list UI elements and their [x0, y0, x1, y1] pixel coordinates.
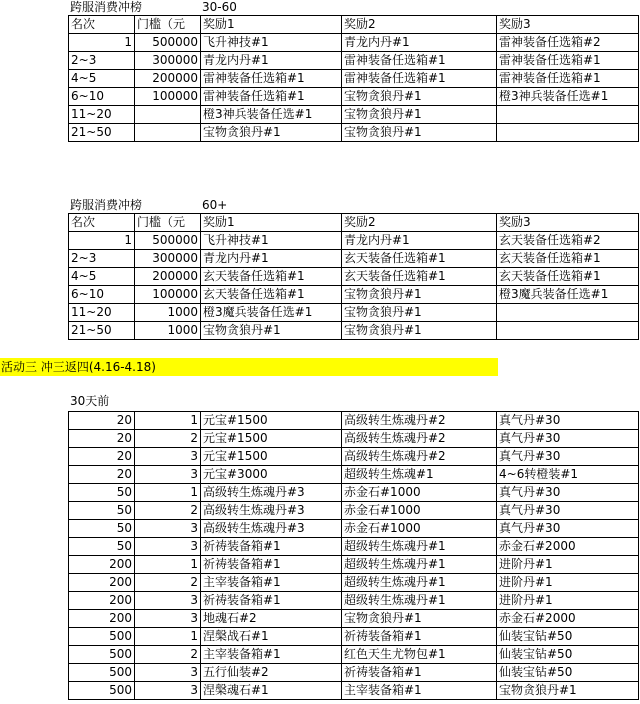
- table-cell: 雷神装备任选箱#1: [342, 70, 497, 88]
- table-cell: 元宝#1500: [201, 448, 342, 466]
- table-cell: 4~6转橙装#1: [497, 466, 639, 484]
- table-cell: 超级转生炼魂丹#1: [342, 556, 497, 574]
- table-cell: 1: [135, 628, 201, 646]
- table-cell: 青龙内丹#1: [342, 232, 497, 250]
- table-cell: 赤金石#2000: [497, 610, 639, 628]
- table-cell: 真气丹#30: [497, 502, 639, 520]
- table-cell: 20: [69, 412, 135, 430]
- table-cell: 高级转生炼魂丹#2: [342, 412, 497, 430]
- table-cell: 1000: [135, 304, 201, 322]
- table-cell: 2: [135, 502, 201, 520]
- table-cell: 祈祷装备箱#1: [201, 556, 342, 574]
- table-row: [69, 430, 639, 448]
- section2-table: [68, 213, 639, 340]
- table-cell: 高级转生炼魂丹#2: [342, 448, 497, 466]
- table-row: [69, 556, 639, 574]
- activity3-subtitle: 30天前: [70, 394, 110, 408]
- table-row: [69, 592, 639, 610]
- table-cell: 仙装宝钻#50: [497, 628, 639, 646]
- table-cell: 超级转生炼魂丹#1: [342, 574, 497, 592]
- section1-title: 跨服消费冲榜: [70, 0, 143, 14]
- table-cell: 11~20: [69, 106, 135, 124]
- table-cell: 高级转生炼魂丹#3: [201, 484, 342, 502]
- table-cell: [497, 106, 639, 124]
- header-cell: 名次: [69, 16, 135, 34]
- table-row: [69, 70, 639, 88]
- table-cell: 3: [135, 466, 201, 484]
- table-cell: 500000: [135, 232, 201, 250]
- table-row: [69, 520, 639, 538]
- table-cell: [135, 124, 201, 142]
- table-cell: 21~50: [69, 322, 135, 340]
- section2-title: 跨服消费冲榜: [70, 198, 143, 212]
- table-cell: 祈祷装备箱#1: [201, 538, 342, 556]
- table-row: [69, 538, 639, 556]
- table-cell: 仙装宝钻#50: [497, 664, 639, 682]
- table-row: [69, 412, 639, 430]
- table-cell: 高级转生炼魂丹#3: [201, 502, 342, 520]
- table-cell: 200: [69, 592, 135, 610]
- table-cell: 3: [135, 520, 201, 538]
- table-cell: [135, 106, 201, 124]
- table-row: [69, 52, 639, 70]
- table-cell: 青龙内丹#1: [342, 34, 497, 52]
- table-cell: 6~10: [69, 88, 135, 106]
- header-cell: 奖励1: [201, 16, 342, 34]
- header-cell: 门槛（元: [135, 214, 201, 232]
- table-row: [69, 664, 639, 682]
- section2-range: 60+: [202, 198, 228, 212]
- table-cell: 宝物贪狼丹#1: [342, 88, 497, 106]
- table-cell: 真气丹#30: [497, 412, 639, 430]
- table-cell: 1: [135, 484, 201, 502]
- table-cell: 进阶丹#1: [497, 556, 639, 574]
- table-row: [69, 304, 639, 322]
- table-cell: 玄天装备任选箱#1: [342, 268, 497, 286]
- table-cell: 涅槃战石#1: [201, 628, 342, 646]
- table-cell: 3: [135, 682, 201, 700]
- table-cell: 飞升神技#1: [201, 232, 342, 250]
- table-row: [69, 232, 639, 250]
- table-row: [69, 250, 639, 268]
- table-cell: 宝物贪狼丹#1: [342, 610, 497, 628]
- table-cell: 3: [135, 538, 201, 556]
- table-cell: 真气丹#30: [497, 520, 639, 538]
- table-cell: 雷神装备任选箱#1: [201, 70, 342, 88]
- table-cell: 500: [69, 682, 135, 700]
- table-cell: 宝物贪狼丹#1: [342, 286, 497, 304]
- table-cell: 300000: [135, 250, 201, 268]
- table-cell: 五行仙装#2: [201, 664, 342, 682]
- table-row: [69, 268, 639, 286]
- table-cell: 祈祷装备箱#1: [201, 592, 342, 610]
- table-cell: 20: [69, 430, 135, 448]
- table-cell: 50: [69, 502, 135, 520]
- activity3-table: [68, 411, 639, 700]
- table-row: [69, 34, 639, 52]
- table-row: [69, 88, 639, 106]
- table-cell: 超级转生炼魂#1: [342, 466, 497, 484]
- table-cell: 300000: [135, 52, 201, 70]
- header-cell: 奖励2: [342, 214, 497, 232]
- header-cell: 名次: [69, 214, 135, 232]
- table-cell: 超级转生炼魂丹#1: [342, 538, 497, 556]
- table-cell: 涅槃魂石#1: [201, 682, 342, 700]
- table-cell: 雷神装备任选箱#2: [497, 34, 639, 52]
- table-cell: [497, 304, 639, 322]
- table-cell: 500: [69, 646, 135, 664]
- table-row: [69, 124, 639, 142]
- table-cell: 50: [69, 538, 135, 556]
- table-cell: 橙3魔兵装备任选#1: [497, 286, 639, 304]
- table-row: [69, 646, 639, 664]
- table-row: [69, 574, 639, 592]
- table-cell: 2~3: [69, 52, 135, 70]
- table-cell: 青龙内丹#1: [201, 250, 342, 268]
- table-row: [69, 448, 639, 466]
- table-cell: [497, 124, 639, 142]
- table-cell: 玄天装备任选箱#1: [342, 250, 497, 268]
- table-cell: 2: [135, 574, 201, 592]
- table-cell: 橙3神兵装备任选#1: [497, 88, 639, 106]
- table-cell: 2: [135, 430, 201, 448]
- header-row: [69, 214, 639, 232]
- table-cell: 500: [69, 628, 135, 646]
- table-row: [69, 106, 639, 124]
- header-cell: 奖励2: [342, 16, 497, 34]
- header-cell: 奖励1: [201, 214, 342, 232]
- table-cell: 高级转生炼魂丹#2: [342, 430, 497, 448]
- table-cell: 进阶丹#1: [497, 574, 639, 592]
- table-cell: 4~5: [69, 268, 135, 286]
- table-cell: 500: [69, 664, 135, 682]
- table-cell: 赤金石#1000: [342, 484, 497, 502]
- table-cell: 3: [135, 448, 201, 466]
- header-row: [69, 16, 639, 34]
- table-cell: [497, 322, 639, 340]
- table-cell: 2: [135, 646, 201, 664]
- table-cell: 宝物贪狼丹#1: [342, 322, 497, 340]
- table-cell: 3: [135, 664, 201, 682]
- table-cell: 1000: [135, 322, 201, 340]
- table-cell: 元宝#3000: [201, 466, 342, 484]
- table-cell: 100000: [135, 286, 201, 304]
- table-row: [69, 286, 639, 304]
- table-cell: 宝物贪狼丹#1: [201, 322, 342, 340]
- table-cell: 玄天装备任选箱#1: [201, 286, 342, 304]
- table-cell: 宝物贪狼丹#1: [497, 682, 639, 700]
- table-cell: 飞升神技#1: [201, 34, 342, 52]
- table-cell: 雷神装备任选箱#1: [497, 52, 639, 70]
- table-cell: 主宰装备箱#1: [201, 574, 342, 592]
- activity3-banner: 活动三 冲三返四(4.16-4.18): [0, 358, 498, 376]
- table-cell: 3: [135, 610, 201, 628]
- table-cell: 200: [69, 610, 135, 628]
- table-cell: 玄天装备任选箱#2: [497, 232, 639, 250]
- header-cell: 门槛（元: [135, 16, 201, 34]
- table-cell: 200000: [135, 268, 201, 286]
- table-cell: 21~50: [69, 124, 135, 142]
- table-cell: 11~20: [69, 304, 135, 322]
- table-cell: 200: [69, 556, 135, 574]
- table-cell: 宝物贪狼丹#1: [342, 124, 497, 142]
- table-cell: 雷神装备任选箱#1: [342, 52, 497, 70]
- table-cell: 赤金石#1000: [342, 502, 497, 520]
- table-cell: 仙装宝钻#50: [497, 646, 639, 664]
- table-cell: 4~5: [69, 70, 135, 88]
- table-cell: 真气丹#30: [497, 448, 639, 466]
- table-cell: 6~10: [69, 286, 135, 304]
- table-cell: 元宝#1500: [201, 412, 342, 430]
- table-cell: 宝物贪狼丹#1: [342, 106, 497, 124]
- table-cell: 20: [69, 448, 135, 466]
- table-cell: 真气丹#30: [497, 430, 639, 448]
- table-cell: 橙3神兵装备任选#1: [201, 106, 342, 124]
- table-cell: 500000: [135, 34, 201, 52]
- table-cell: 200: [69, 574, 135, 592]
- table-cell: 真气丹#30: [497, 484, 639, 502]
- table-cell: 祈祷装备箱#1: [342, 628, 497, 646]
- table-cell: 红色天生尤物包#1: [342, 646, 497, 664]
- table-cell: 玄天装备任选箱#1: [497, 268, 639, 286]
- table-row: [69, 466, 639, 484]
- table-cell: 雷神装备任选箱#1: [497, 70, 639, 88]
- table-cell: 橙3魔兵装备任选#1: [201, 304, 342, 322]
- table-row: [69, 610, 639, 628]
- table-cell: 玄天装备任选箱#1: [201, 268, 342, 286]
- table-cell: 主宰装备箱#1: [342, 682, 497, 700]
- section1-range: 30-60: [202, 0, 237, 14]
- table-row: [69, 682, 639, 700]
- table-cell: 宝物贪狼丹#1: [342, 304, 497, 322]
- table-cell: 雷神装备任选箱#1: [201, 88, 342, 106]
- table-cell: 1: [135, 556, 201, 574]
- header-cell: 奖励3: [497, 16, 639, 34]
- table-cell: 地魂石#2: [201, 610, 342, 628]
- section1-table: [68, 15, 639, 142]
- table-row: [69, 502, 639, 520]
- table-cell: 1: [69, 232, 135, 250]
- table-cell: 进阶丹#1: [497, 592, 639, 610]
- table-row: [69, 628, 639, 646]
- table-cell: 50: [69, 484, 135, 502]
- table-cell: 祈祷装备箱#1: [342, 664, 497, 682]
- table-cell: 2~3: [69, 250, 135, 268]
- table-cell: 3: [135, 592, 201, 610]
- table-row: [69, 484, 639, 502]
- table-row: [69, 322, 639, 340]
- table-cell: 50: [69, 520, 135, 538]
- table-cell: 200000: [135, 70, 201, 88]
- table-cell: 100000: [135, 88, 201, 106]
- table-cell: 宝物贪狼丹#1: [201, 124, 342, 142]
- header-cell: 奖励3: [497, 214, 639, 232]
- table-cell: 1: [69, 34, 135, 52]
- table-cell: 超级转生炼魂丹#1: [342, 592, 497, 610]
- table-cell: 赤金石#1000: [342, 520, 497, 538]
- table-cell: 玄天装备任选箱#1: [497, 250, 639, 268]
- table-cell: 元宝#1500: [201, 430, 342, 448]
- table-cell: 主宰装备箱#1: [201, 646, 342, 664]
- table-cell: 20: [69, 466, 135, 484]
- table-cell: 1: [135, 412, 201, 430]
- table-cell: 高级转生炼魂丹#3: [201, 520, 342, 538]
- table-cell: 赤金石#2000: [497, 538, 639, 556]
- table-cell: 青龙内丹#1: [201, 52, 342, 70]
